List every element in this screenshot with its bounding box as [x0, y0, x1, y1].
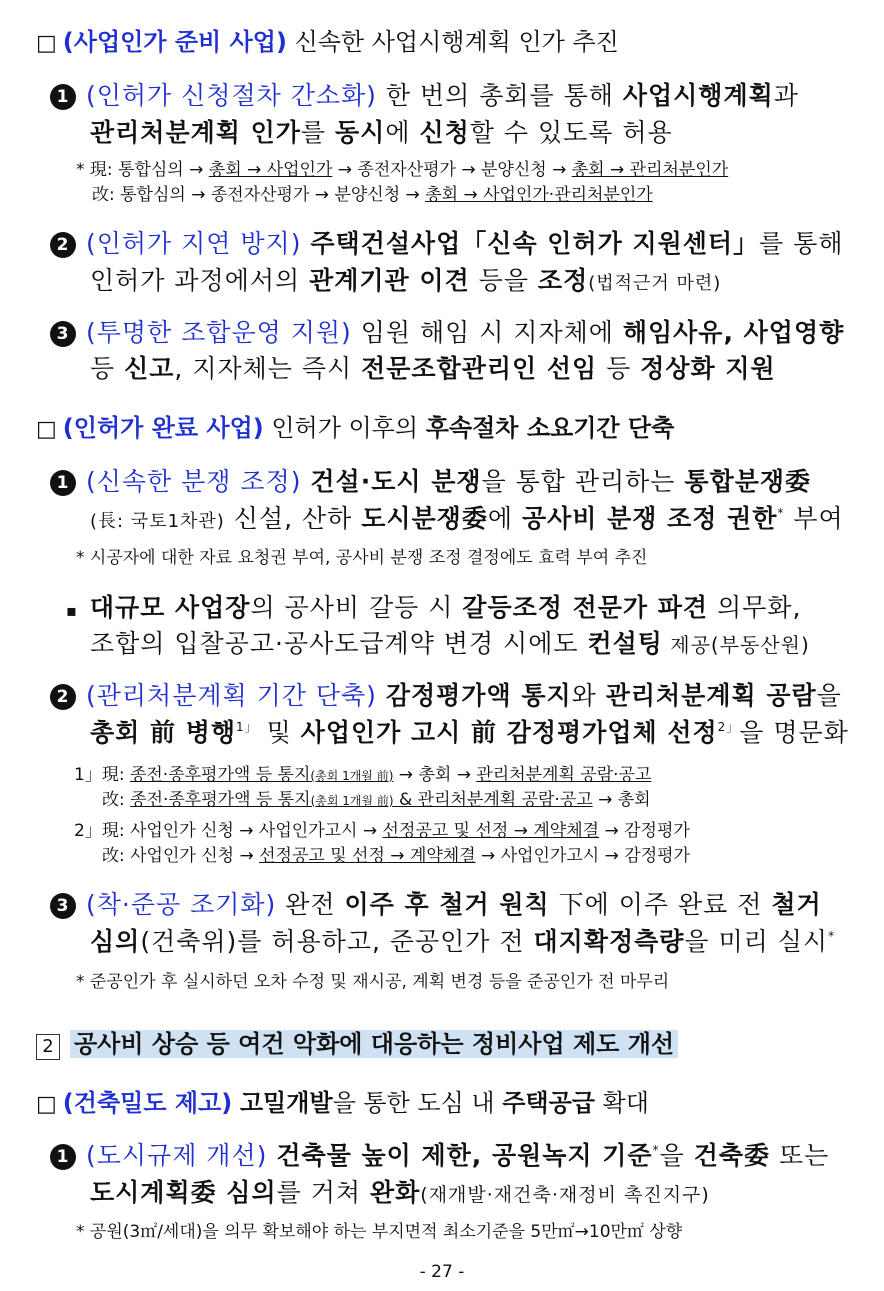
circled-number-3-icon: 3 — [50, 321, 76, 347]
text-bold: 사업시행계획 — [622, 81, 774, 110]
text-bold: 대규모 사업장 — [89, 593, 251, 622]
checkbox-square-icon: □ — [36, 417, 57, 442]
footnote-2-current — [74, 816, 690, 841]
text: → 사업인가고시 → 감정평가 — [475, 846, 690, 866]
text: 改: 통합심의 → 종전자산평가 → 분양신청 → — [92, 185, 426, 205]
text-underline: 관리처분계획 공람·공고 — [476, 765, 652, 785]
text: 인허가 과정에서의 — [90, 266, 310, 295]
text-underline: 총회 → 사업인가 — [208, 160, 333, 180]
text-bold: 도시계획委 심의 — [90, 1178, 277, 1207]
item-2-line-2 — [90, 261, 721, 297]
footnote-1-current — [74, 760, 651, 785]
text-bold: 감정평가액 통지 — [385, 681, 572, 710]
text-bold: 통합분쟁委 — [684, 467, 812, 496]
text: → 감정평가 — [599, 821, 690, 841]
text-bold: 관리처분계획 인가 — [90, 118, 301, 147]
text: 과 — [773, 81, 799, 110]
text: 제공(부동산원) — [662, 633, 810, 657]
footnote-mark: 2」 — [717, 720, 740, 734]
text: 을 — [816, 681, 842, 710]
s3-item-1-line-1 — [50, 1136, 829, 1172]
text: 등 — [90, 354, 125, 383]
text: 할 수 있도록 허용 — [469, 118, 673, 147]
text: 부여 — [784, 504, 844, 533]
text-small: (長: 국토1차관) — [90, 511, 225, 532]
text-bold: 동시 — [335, 118, 386, 147]
bullet-line-2 — [90, 624, 810, 660]
text-underline-small: (총회 1개월 前) — [310, 794, 394, 808]
text: 을 명문화 — [739, 718, 849, 747]
item-3-line-1 — [50, 313, 844, 349]
text-underline: 선정공고 및 선정 → 계약체결 — [259, 846, 476, 866]
section-heading-2 — [36, 408, 674, 443]
s2-item-2-line-1 — [50, 676, 842, 712]
item-label: (인허가 지연 방지) — [86, 229, 302, 258]
checkbox-square-icon: □ — [36, 31, 57, 56]
major-section-heading — [36, 1024, 678, 1060]
footnote-1-revised — [102, 785, 651, 810]
text-underline-small: (총회 1개월 前) — [310, 769, 394, 783]
text-small: (법적근거 마련) — [588, 273, 722, 294]
boxed-number-icon: 2 — [36, 1034, 60, 1060]
text: 를 — [300, 118, 336, 147]
text: 등 — [597, 354, 641, 383]
note: * 시공자에 대한 자료 요청권 부여, 공사비 분쟁 조정 결정에도 효력 부여 추진 — [76, 548, 648, 568]
text: 등을 — [469, 266, 538, 295]
text: 2」現: 사업인가 신청 → 사업인가고시 → — [74, 821, 383, 841]
footnote-mark: * — [777, 506, 785, 520]
text-underline: 선정공고 및 선정 → 계약체결 — [382, 821, 600, 841]
heading-text: 신속한 사업시행계획 인가 추진 — [294, 28, 619, 56]
text: 신설, 산하 — [224, 504, 362, 533]
text-bold: 신고 — [124, 354, 175, 383]
circled-number-2-icon: 2 — [50, 232, 76, 258]
text-bold: 도시분쟁委 — [361, 504, 488, 533]
item-label: (신속한 분쟁 조정) — [86, 467, 302, 496]
text-bold: 심의 — [90, 927, 141, 956]
heading-label: (사업인가 준비 사업) — [62, 28, 287, 56]
text-bold: 조정 — [537, 266, 589, 295]
text-underline: 종전·종후평가액 등 통지 — [129, 765, 311, 785]
text-bold: 대지확정측량 — [533, 927, 685, 956]
text-underline: 종전·종후평가액 등 통지 — [130, 790, 311, 810]
text-bold: 주택공급 — [502, 1089, 595, 1117]
circled-number-2-icon: 2 — [50, 684, 76, 710]
note: * 준공인가 후 실시하던 오차 수정 및 재시공, 계획 변경 등을 준공인가 전 마무리 — [76, 972, 670, 992]
heading-label: (건축밀도 제고) — [62, 1089, 233, 1117]
section-heading-1 — [36, 22, 619, 57]
text: → 총회 — [592, 790, 651, 810]
text-bold: 총회 前 병행 — [90, 718, 237, 747]
text-bold: 갈등조정 전문가 파견 — [462, 593, 709, 622]
note: * 공원(3㎡/세대)을 의무 확보해야 하는 부지면적 최소기준을 5만㎡→10만㎡ 상향 — [76, 1222, 683, 1242]
item-2-line-1 — [50, 224, 843, 260]
text: 을 — [659, 1141, 694, 1170]
page-number: - 27 - — [419, 1262, 465, 1282]
text-underline: 총회 → 관리처분인가 — [571, 160, 729, 180]
s2-item-2-line-2 — [90, 713, 849, 749]
text: 완전 — [285, 890, 345, 919]
text: * 現: 통합심의 → — [76, 160, 209, 180]
text-bold: 건설·도시 분쟁 — [310, 467, 482, 496]
note-revised — [92, 180, 653, 205]
text: 확대 — [594, 1089, 649, 1117]
text-bold: 건축물 높이 제한, 공원녹지 기준 — [276, 1141, 653, 1170]
text: 조합의 입찰공고·공사도급계약 변경 시에도 — [90, 629, 588, 658]
circled-number-3-icon: 3 — [50, 893, 76, 919]
text: 의 공사비 갈등 시 — [250, 593, 463, 622]
text: 을 통한 도심 내 — [332, 1089, 503, 1117]
s2-item-3-line-2 — [90, 922, 835, 958]
text: 와 — [571, 681, 606, 710]
item-label: (인허가 신청절차 간소화) — [86, 81, 377, 110]
heading-label: (인허가 완료 사업) — [62, 414, 264, 442]
text-underline: 총회 → 사업인가·관리처분인가 — [425, 185, 653, 205]
bullet-square-icon: ▪ — [66, 601, 78, 620]
item-label: (착·준공 조기화) — [86, 890, 277, 919]
text: 및 — [257, 718, 301, 747]
text-bold: 건축委 — [693, 1141, 770, 1170]
footnote-mark: 1」 — [236, 720, 258, 734]
text: 를 거쳐 — [276, 1178, 370, 1207]
text-bold: 후속절차 소요기간 단축 — [425, 414, 675, 442]
text-bold: 이주 후 철거 원칙 — [344, 890, 550, 919]
circled-number-1-icon: 1 — [50, 84, 76, 110]
note-current — [76, 155, 728, 180]
item-label: (관리처분계획 기간 단축) — [86, 681, 377, 710]
text: → 종전자산평가 → 분양신청 → — [332, 160, 572, 180]
text-underline: & — [393, 790, 418, 810]
bullet-line-1 — [66, 588, 801, 624]
item-1-line-1 — [50, 76, 799, 112]
checkbox-square-icon: □ — [36, 1092, 57, 1117]
text: → 총회 → — [393, 765, 477, 785]
text-bold: 해임사유, 사업영향 — [622, 318, 845, 347]
text-underline: 관리처분계획 공람·공고 — [417, 790, 593, 810]
text-bold: 공사비 분쟁 조정 권한 — [521, 504, 778, 533]
major-section-title: 공사비 상승 등 여건 악화에 대응하는 정비사업 제도 개선 — [70, 1030, 678, 1058]
text-bold: 신청 — [419, 118, 470, 147]
text: 改: 사업인가 신청 → — [102, 846, 260, 866]
text-bold: 주택건설사업「신속 인허가 지원센터」 — [310, 229, 760, 258]
text-bold: 고밀개발 — [239, 1089, 333, 1117]
text: , 지자체는 즉시 — [174, 354, 362, 383]
footnote-mark: * — [652, 1143, 660, 1157]
text-bold: 완화 — [369, 1178, 421, 1207]
circled-number-1-icon: 1 — [50, 470, 76, 496]
item-1-line-2 — [90, 113, 673, 149]
item-label: (투명한 조합운영 지원) — [86, 318, 352, 347]
text-bold: 철거 — [771, 890, 822, 919]
text: 한 번의 총회를 통해 — [385, 81, 623, 110]
text: 에 — [487, 504, 522, 533]
text: (건축위)를 허용하고, 준공인가 전 — [140, 927, 534, 956]
text: 下에 이주 완료 전 — [549, 890, 772, 919]
s2-item-1-line-2 — [90, 499, 844, 535]
text: 을 미리 실시 — [684, 927, 829, 956]
text: 을 통합 관리하는 — [481, 467, 685, 496]
footnote-2-revised — [102, 841, 690, 866]
text-small: (재개발·재건축·재정비 촉진지구) — [420, 1184, 710, 1206]
section-heading-3 — [36, 1083, 649, 1118]
text: 1」現: — [74, 765, 130, 785]
text: 에 — [385, 118, 420, 147]
text-bold: 정상화 지원 — [640, 354, 776, 383]
text: 인허가 이후의 — [271, 414, 426, 442]
text: 임원 해임 시 지자체에 — [360, 318, 623, 347]
circled-number-1-icon: 1 — [50, 1144, 76, 1170]
text: 의무화, — [708, 593, 802, 622]
text: 또는 — [770, 1141, 830, 1170]
text-bold: 관계기관 이견 — [309, 266, 470, 295]
s2-item-3-line-1 — [50, 885, 822, 921]
text-bold: 전문조합관리인 선임 — [361, 354, 598, 383]
item-3-line-2 — [90, 349, 776, 385]
footnote-mark: * — [828, 929, 836, 943]
text-bold: 사업인가 고시 前 감정평가업체 선정 — [300, 718, 718, 747]
text: 改: — [102, 790, 131, 810]
text-bold: 컨설팅 — [587, 629, 663, 658]
text-bold: 관리처분계획 공람 — [605, 681, 817, 710]
s2-item-1-line-1 — [50, 462, 811, 498]
text: 를 통해 — [759, 229, 844, 258]
item-label: (도시규제 개선) — [86, 1141, 268, 1170]
s3-item-1-line-2 — [90, 1173, 710, 1209]
